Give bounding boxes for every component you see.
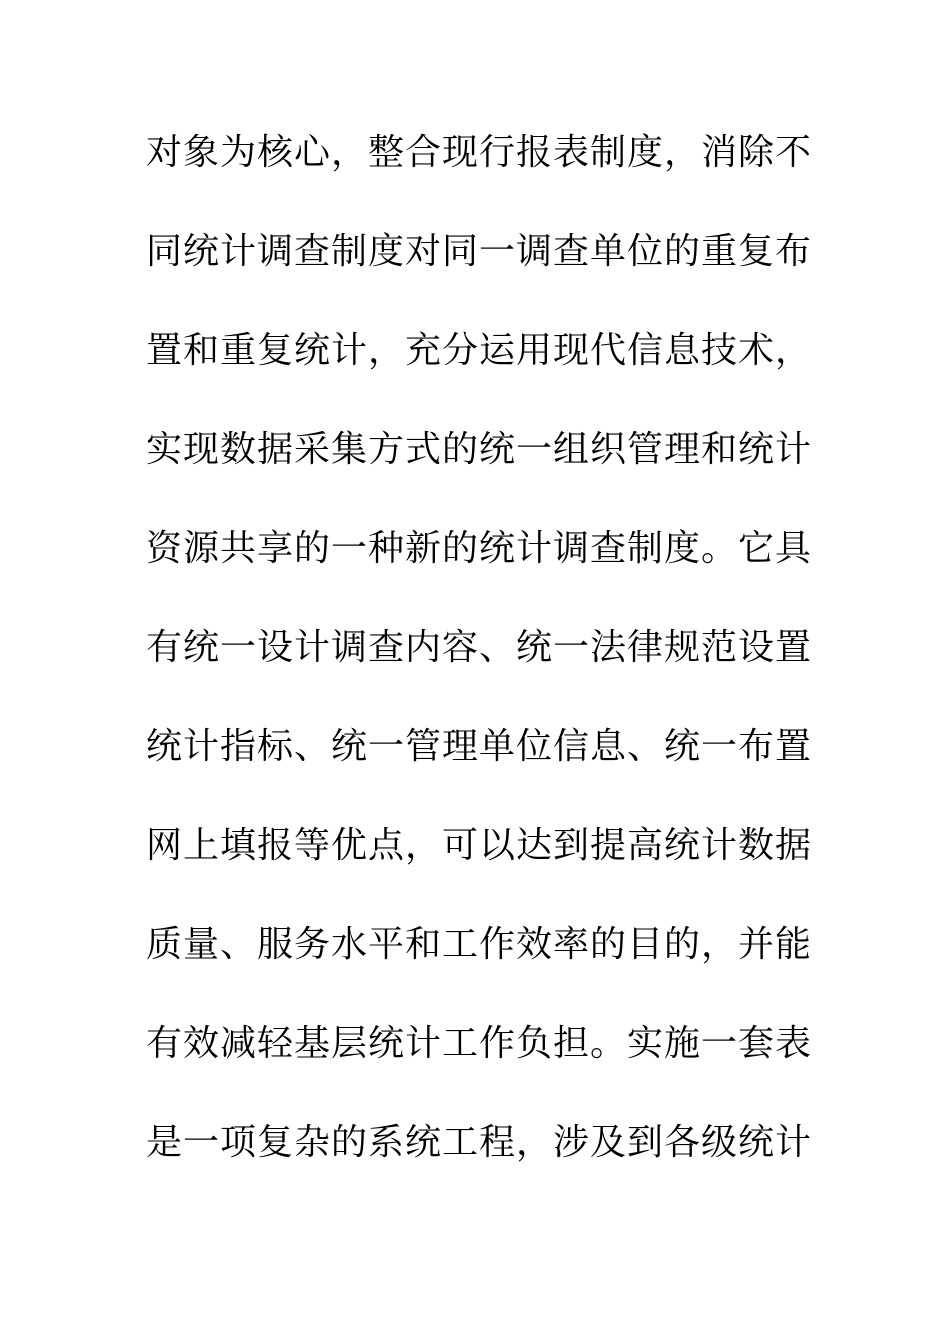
text-line-8: 网上填报等优点，可以达到提高统计数据 bbox=[146, 825, 813, 866]
text-line-5: 资源共享的一种新的统计调查制度。它具 bbox=[146, 528, 813, 569]
text-line-7: 统计指标、统一管理单位信息、统一布置 bbox=[146, 726, 813, 767]
text-line-6: 有统一设计调查内容、统一法律规范设置 bbox=[146, 627, 813, 668]
text-line-1: 对象为核心，整合现行报表制度，消除不 bbox=[146, 132, 813, 173]
text-line-2: 同统计调查制度对同一调查单位的重复布 bbox=[146, 231, 813, 272]
text-line-3: 置和重复统计，充分运用现代信息技术， bbox=[146, 330, 813, 371]
text-line-9: 质量、服务水平和工作效率的目的，并能 bbox=[146, 924, 813, 965]
text-line-4: 实现数据采集方式的统一组织管理和统计 bbox=[146, 429, 813, 470]
body-paragraph bbox=[146, 122, 816, 1211]
text-line-11: 是一项复杂的系统工程，涉及到各级统计 bbox=[146, 1122, 813, 1163]
text-line-10: 有效减轻基层统计工作负担。实施一套表 bbox=[146, 1023, 813, 1064]
